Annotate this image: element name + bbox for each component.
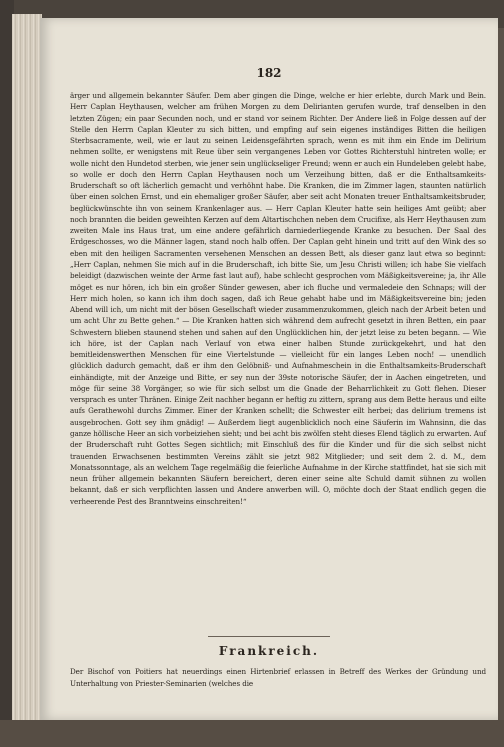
book-page-edges [12, 14, 42, 720]
page-number: 182 [256, 66, 282, 80]
background-bottom [0, 720, 504, 747]
book-page [40, 18, 498, 720]
body-text: ärger und allgemein bekannter Säufer. Dem aber gingen die Dinge, welche er hier erlebte, durch Mark und Bein. Herr Caplan Heythausen, welcher am frühen Morgen zu dem Delirianten gerufen wurde, traf denselben in den letzten Zügen; ein paar Secunden noch, und er stand vor seinem Richter. Der Andere ließ in Folge dessen auf der Stelle den Herrn Caplan Kleuter zu sich bitten, und empfing auf sein eigenes inständiges Bitten die heiligen Sterbsacramente, weil, wie er laut zu seinen Leidensgefährten sprach, wenn es mit ihm ein Ende im Delirium nehmen sollte, er wenigstens mit Reue über sein vergangenes Leben vor Gottes Richterstuhl hintreten wolle; er wolle nicht den Hundetod sterben, wie jener sein unglückseliger Freund; wenn er auch ein Hundeleben gelebt habe, so wolle er doch den Herrn Caplan Heythausen noch um Verzeihung bitten, daß er die Enthaltsamkeits-Bruderschaft so oft lächerlich gemacht und verhöhnt habe. Die Kranken, die im Zimmer lagen, staunten natürlich über einen solchen Ernst, und ein ehemaliger großer Säufer, aber seit acht Monaten treuer Enthaltsamkeitsbruder, beglückwünschte ihn von seinem Krankenlager aus. — Herr Caplan Kleuter hatte sein heiliges Amt geübt; aber noch brannten die beiden geweihten Kerzen auf dem Altartischchen neben dem Crucifixe, als Herr Heythausen zum zweiten Male ins Haus trat, um eine andere gefährlich darniederliegende Kranke zu besuchen. Der Saal des Erdgeschosses, wo die Männer lagen, stand noch halb offen. Der Caplan geht hinein und tritt auf den Wink des so eben mit den heiligen Sacramenten versehenen Menschen an dessen Bett, als dieser ganz laut etwa so beginnt: „Herr Caplan, nehmen Sie mich auf in die Bruderschaft, ich bitte Sie, um Jesu Christi willen; ich habe Sie vielfach beleidigt (dazwischen weinte der Arme fast laut auf), habe schlecht gesprochen vom Mäßigkeitsvereine; ja, ihr Alle möget es nur hören, ich bin ein großer Sünder gewesen, aber ich fluche und vermaledeie den Schnaps; will der Herr mich holen, so kann ich ihm doch sagen, daß ich Reue gehabt habe und im Mäßigkeitsvereine bin; jeden Abend will ich, um nicht mit der bösen Gesellschaft wieder zusammenzukommen, gleich nach der Arbeit beten und um acht Uhr zu Bette gehen.“ — Die Kranken hatten sich während dem aufrecht gesetzt in ihren Betten, ein paar Schwestern blieben staunend stehen und sahen auf den Unglücklichen hin, der jetzt leise zu beten begann. — Wie ich höre, ist der Caplan nach Verlauf von etwa einer halben Stunde zurückgekehrt, und hat den bemitleidenswerthen Menschen für eine Viertelstunde — vielleicht für ein langes Leben noch! — unendlich glücklich dadurch gemacht, daß er ihm den Gelöbniß- und Aufnahmeschein in die Enthaltsamkeits-Bruderschaft einhändigte, mit der Anzeige und Bitte, er sey nun der 39ste notorische Säufer, der in Aachen eingetreten, und möge für seine 38 Vorgänger, so wie für sich selbst um die Gnade der Beharrlichkeit zu Gott flehen. Dieser versprach es unter Thränen. Einige Zeit nachher begann er heftig zu zittern, sprang aus dem Bette heraus und eilte aufs Gerathewohl durchs Zimmer. Einer der Kranken schellt; die Schwester eilt herbei; das delirium tremens ist ausgebrochen. Gott sey ihm gnädig! — Außerdem liegt augenblicklich noch eine Säuferin im Wahnsinn, die das ganze höllische Heer an sich vorbeiziehen sieht; und bei acht bis zwölfen steht dieses Elend täglich zu erwarten. Auf der Bruderschaft ruht Gottes Segen sichtlich; mit Einschluß des für die Kinder und für die sich selbst nicht trauenden Erwachsenen bestimmten Vereins zählt sie jetzt 982 Mitglieder; und seit dem 2. d. M., dem Monatssonntage, als an welchem Tage regelmäßig die feierliche Aufnahme in der Kirche stattfindet, hat sie sich mit neun früher allgemein bekannten Säufern bereichert, deren einer seine alte Schuld damit sühnen zu wollen bekannt, daß er sich verpflichten lassen und Andere anwerben will. O, möchte doch der Staat endlich gegen die verheerende Pest des Branntweins einschreiten!“ [70, 91, 486, 506]
section-rule [208, 636, 330, 637]
section-heading: Frankreich. [218, 644, 320, 658]
section-body-text: Der Bischof von Poitiers hat neuerdings einen Hirtenbrief erlassen in Betreff des Werkes der Gründung und Unterhaltung von Priester-Seminarien (welches die [70, 667, 486, 688]
